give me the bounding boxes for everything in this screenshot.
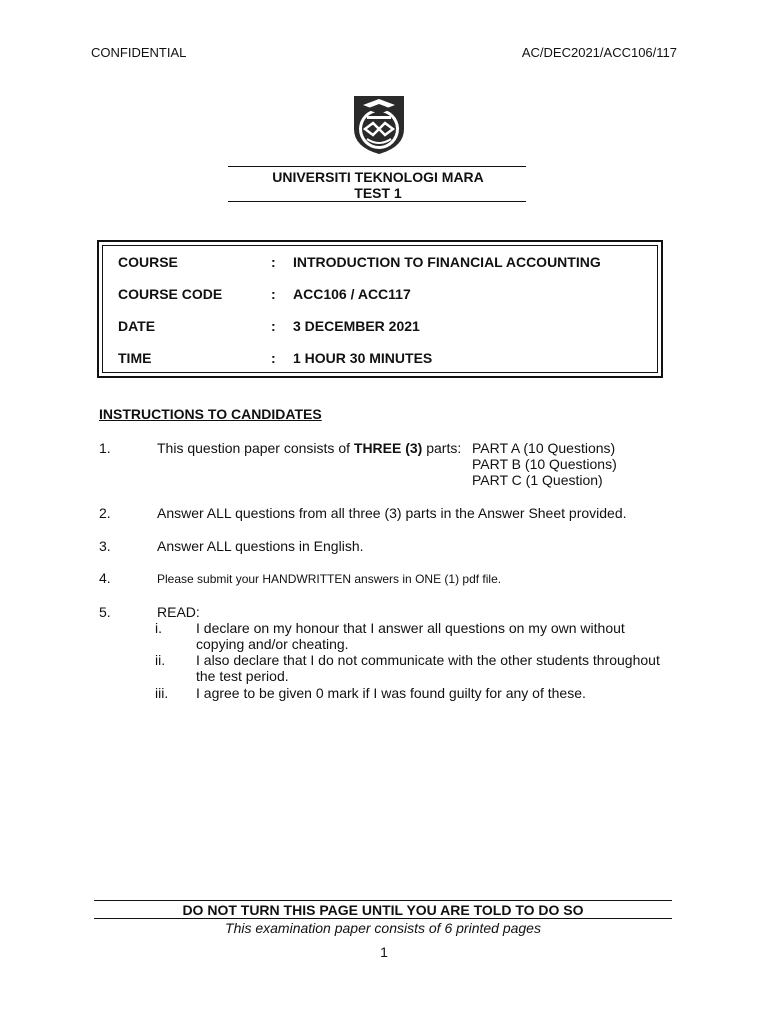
title-bottom-rule xyxy=(228,201,526,202)
uitm-crest-icon xyxy=(353,95,405,155)
info-label: DATE xyxy=(118,318,156,334)
course-info-box xyxy=(97,240,663,378)
info-label: TIME xyxy=(118,350,152,366)
part-a-line: PART A (10 Questions) xyxy=(472,440,616,456)
info-value: INTRODUCTION TO FINANCIAL ACCOUNTING xyxy=(293,254,601,270)
page-number: 1 xyxy=(380,944,388,960)
instruction-emphasis: THREE (3) xyxy=(353,440,423,456)
part-b-line: PART B (10 Questions) xyxy=(472,456,617,472)
instruction-text-part: parts: xyxy=(422,440,462,456)
info-colon: : xyxy=(271,254,276,270)
footer-bottom-rule xyxy=(94,918,672,919)
instruction-text xyxy=(157,440,461,456)
test-title: TEST 1 xyxy=(354,185,402,201)
footer-warning: DO NOT TURN THIS PAGE UNTIL YOU ARE TOLD TO DO SO xyxy=(182,902,584,918)
instruction-number: 2. xyxy=(99,505,111,521)
instruction-number: 3. xyxy=(99,538,111,554)
instruction-text: READ: xyxy=(157,604,200,620)
footer-pages-note: This examination paper consists of 6 printed pages xyxy=(225,920,541,936)
instruction-text: Please submit your HANDWRITTEN answers in ONE (1) pdf file. xyxy=(157,572,502,586)
info-label: COURSE xyxy=(118,254,178,270)
header-paper-code: AC/DEC2021/ACC106/117 xyxy=(521,45,677,60)
declaration-number: ii. xyxy=(155,652,166,668)
footer-top-rule xyxy=(94,900,672,901)
header-confidential: CONFIDENTIAL xyxy=(91,45,187,60)
info-value: 3 DECEMBER 2021 xyxy=(293,318,420,334)
info-value: ACC106 / ACC117 xyxy=(293,286,411,302)
instructions-title: INSTRUCTIONS TO CANDIDATES xyxy=(99,406,322,422)
part-c-line: PART C (1 Question) xyxy=(472,472,603,488)
declaration-text: I also declare that I do not communicate with the other students throughout the test period. xyxy=(196,652,660,684)
declaration-number: iii. xyxy=(155,685,169,701)
info-colon: : xyxy=(271,350,276,366)
instruction-text: Answer ALL questions in English. xyxy=(157,538,364,554)
instruction-text-part: This question paper consists of xyxy=(157,440,354,456)
info-colon: : xyxy=(271,286,276,302)
instruction-number: 5. xyxy=(99,604,111,620)
info-label: COURSE CODE xyxy=(118,286,223,302)
instruction-text: Answer ALL questions from all three (3) parts in the Answer Sheet provided. xyxy=(157,505,627,521)
info-value: 1 HOUR 30 MINUTES xyxy=(293,350,433,366)
declaration-text: I agree to be given 0 mark if I was found guilty for any of these. xyxy=(196,685,586,701)
declaration-number: i. xyxy=(155,620,162,636)
title-top-rule xyxy=(228,166,526,167)
university-name: UNIVERSITI TEKNOLOGI MARA xyxy=(272,169,484,185)
instruction-number: 4. xyxy=(99,570,111,586)
info-colon: : xyxy=(271,318,276,334)
declaration-text: I declare on my honour that I answer all questions on my own without copying and/or cheating. xyxy=(196,620,625,652)
instruction-number: 1. xyxy=(99,440,111,456)
